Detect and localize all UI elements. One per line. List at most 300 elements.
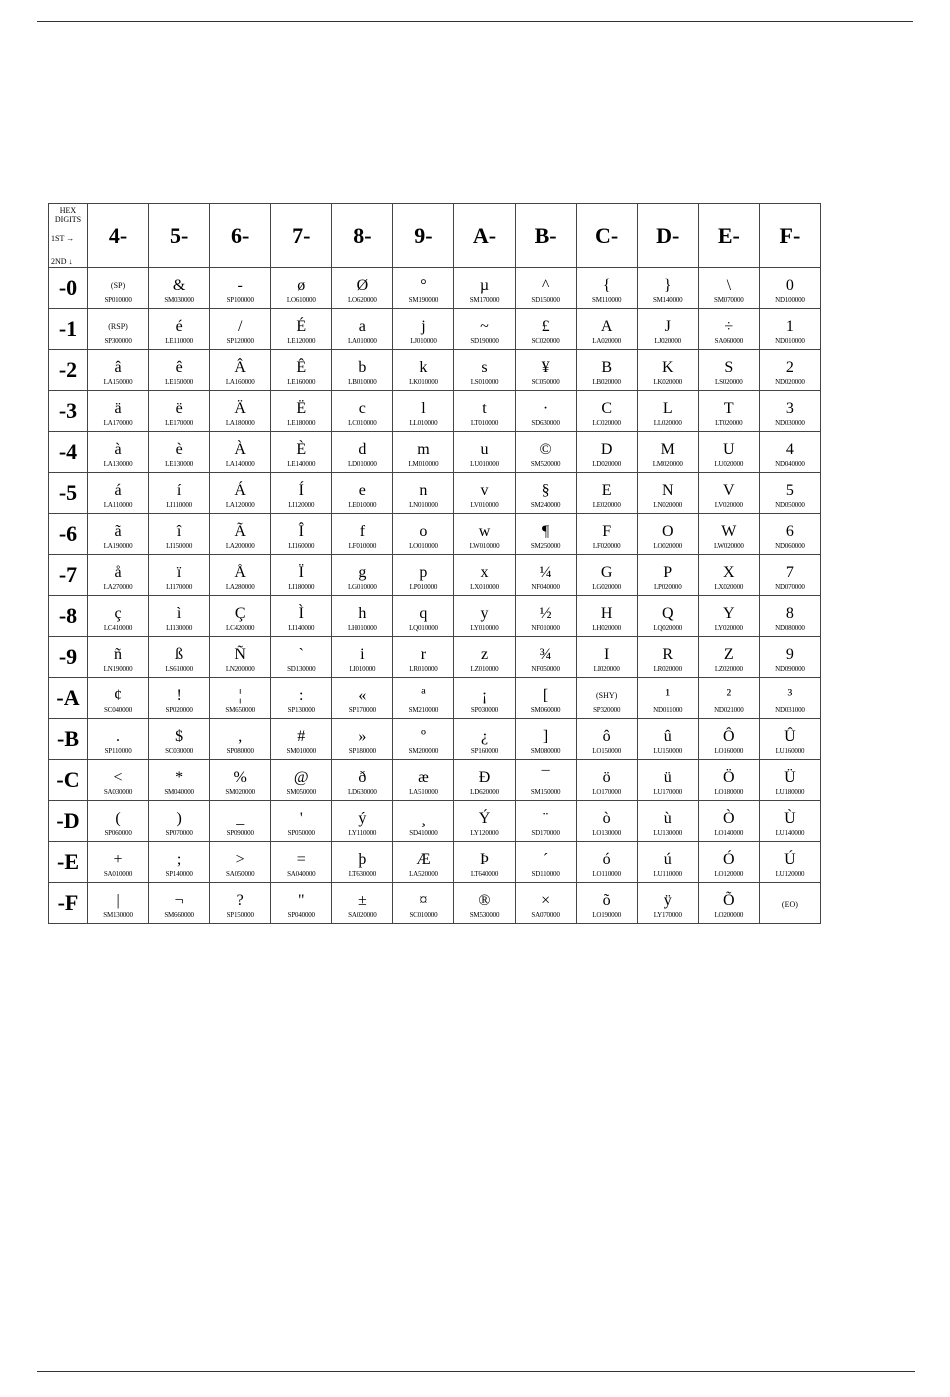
char-glyph: " bbox=[298, 891, 305, 909]
char-gcgid: LN200000 bbox=[225, 664, 255, 673]
char-glyph: Ì bbox=[298, 604, 304, 622]
char-cell bbox=[271, 309, 332, 350]
char-gcgid: SM070000 bbox=[714, 295, 744, 304]
char-glyph: ( bbox=[115, 809, 121, 827]
char-glyph: _ bbox=[236, 809, 245, 827]
char-cell bbox=[149, 555, 210, 596]
char-cell bbox=[88, 350, 149, 391]
char-cell bbox=[149, 842, 210, 883]
char-glyph: ½ bbox=[539, 604, 552, 622]
char-cell bbox=[149, 883, 210, 924]
char-glyph: (RSP) bbox=[108, 321, 128, 331]
char-gcgid: LW020000 bbox=[713, 541, 744, 550]
table-row bbox=[49, 637, 821, 678]
char-glyph: ¹ bbox=[665, 686, 671, 704]
char-cell bbox=[393, 801, 454, 842]
char-gcgid: LC020000 bbox=[592, 418, 621, 427]
char-glyph: © bbox=[539, 440, 552, 458]
char-glyph: ¬ bbox=[174, 891, 184, 909]
char-glyph: Ù bbox=[784, 809, 796, 827]
char-cell bbox=[332, 801, 393, 842]
char-gcgid: SP170000 bbox=[348, 705, 376, 714]
char-cell bbox=[88, 473, 149, 514]
char-glyph: R bbox=[662, 645, 674, 663]
char-gcgid: SA030000 bbox=[103, 787, 133, 796]
char-gcgid: LE160000 bbox=[287, 377, 316, 386]
char-cell bbox=[210, 842, 271, 883]
char-gcgid: LO130000 bbox=[592, 828, 622, 837]
row-header: -8 bbox=[49, 596, 88, 637]
char-glyph: 2 bbox=[785, 358, 794, 376]
char-gcgid: SP300000 bbox=[104, 336, 132, 345]
char-glyph: S bbox=[724, 358, 734, 376]
char-gcgid: SM660000 bbox=[164, 910, 194, 919]
char-gcgid: SM650000 bbox=[225, 705, 255, 714]
char-glyph: ç bbox=[114, 604, 122, 622]
char-cell bbox=[515, 391, 576, 432]
char-cell bbox=[332, 350, 393, 391]
char-cell bbox=[88, 883, 149, 924]
char-gcgid: SD170000 bbox=[531, 828, 560, 837]
char-glyph: j bbox=[421, 317, 426, 335]
char-cell bbox=[698, 514, 759, 555]
char-glyph: v bbox=[480, 481, 489, 499]
char-gcgid: SM200000 bbox=[408, 746, 439, 755]
char-glyph: Ä bbox=[234, 399, 246, 417]
char-gcgid: SM250000 bbox=[530, 541, 561, 550]
char-cell bbox=[698, 596, 759, 637]
char-cell bbox=[576, 596, 637, 637]
char-gcgid: LR020000 bbox=[653, 664, 682, 673]
char-gcgid: LY010000 bbox=[470, 623, 499, 632]
char-cell bbox=[393, 268, 454, 309]
char-glyph: ` bbox=[298, 645, 304, 663]
char-glyph: e bbox=[358, 481, 366, 499]
char-glyph: | bbox=[116, 891, 120, 909]
char-gcgid: SM080000 bbox=[530, 746, 561, 755]
char-gcgid: LO110000 bbox=[592, 869, 621, 878]
char-cell bbox=[698, 473, 759, 514]
char-gcgid: LC410000 bbox=[103, 623, 133, 632]
char-glyph: Ü bbox=[784, 768, 796, 786]
char-glyph: Ò bbox=[723, 809, 735, 827]
char-cell bbox=[271, 432, 332, 473]
char-gcgid: LY120000 bbox=[470, 828, 499, 837]
char-gcgid: ND021000 bbox=[714, 705, 744, 714]
char-glyph: L bbox=[662, 399, 673, 417]
char-gcgid: SM030000 bbox=[164, 295, 194, 304]
char-glyph: K bbox=[661, 358, 674, 376]
char-cell bbox=[576, 678, 637, 719]
char-glyph: ¯ bbox=[541, 768, 550, 786]
char-gcgid: SP180000 bbox=[348, 746, 376, 755]
char-glyph: @ bbox=[293, 768, 309, 786]
char-cell bbox=[515, 268, 576, 309]
char-cell bbox=[637, 268, 698, 309]
char-cell bbox=[637, 719, 698, 760]
char-gcgid: SM210000 bbox=[408, 705, 439, 714]
char-gcgid: ND090000 bbox=[775, 664, 805, 673]
char-cell bbox=[393, 596, 454, 637]
char-cell bbox=[332, 637, 393, 678]
char-glyph: T bbox=[723, 399, 734, 417]
char-glyph: \ bbox=[726, 276, 732, 294]
char-glyph: 7 bbox=[785, 563, 794, 581]
char-gcgid: SM020000 bbox=[225, 787, 255, 796]
char-glyph: Á bbox=[234, 481, 246, 499]
char-cell bbox=[698, 842, 759, 883]
char-cell bbox=[149, 391, 210, 432]
table-row bbox=[49, 555, 821, 596]
char-cell bbox=[210, 268, 271, 309]
char-glyph: » bbox=[358, 727, 367, 745]
table-row bbox=[49, 719, 821, 760]
char-cell bbox=[759, 883, 820, 924]
char-cell bbox=[698, 801, 759, 842]
char-cell bbox=[332, 268, 393, 309]
char-gcgid: LT630000 bbox=[348, 869, 376, 878]
char-glyph: s bbox=[481, 358, 488, 376]
char-glyph: 1 bbox=[785, 317, 794, 335]
char-cell bbox=[637, 596, 698, 637]
char-glyph: J bbox=[664, 317, 671, 335]
char-gcgid: LA170000 bbox=[103, 418, 133, 427]
table-row bbox=[49, 391, 821, 432]
row-header: -0 bbox=[49, 268, 88, 309]
table-row bbox=[49, 350, 821, 391]
row-header: -C bbox=[49, 760, 88, 801]
char-glyph: q bbox=[419, 604, 428, 622]
char-cell bbox=[88, 596, 149, 637]
char-glyph: (SHY) bbox=[595, 690, 618, 700]
char-gcgid: SD410000 bbox=[409, 828, 438, 837]
char-cell bbox=[88, 268, 149, 309]
char-gcgid: LO170000 bbox=[592, 787, 622, 796]
char-cell bbox=[332, 473, 393, 514]
char-cell bbox=[576, 719, 637, 760]
char-gcgid: LJ020000 bbox=[654, 336, 681, 345]
char-cell bbox=[576, 801, 637, 842]
char-cell bbox=[698, 309, 759, 350]
char-gcgid: ND040000 bbox=[775, 459, 805, 468]
char-gcgid: SM190000 bbox=[408, 295, 439, 304]
char-glyph: B bbox=[601, 358, 612, 376]
char-glyph: º bbox=[420, 727, 426, 745]
char-glyph: ü bbox=[663, 768, 672, 786]
char-glyph: ¥ bbox=[541, 358, 550, 376]
char-gcgid: LO020000 bbox=[653, 541, 683, 550]
row-header: -6 bbox=[49, 514, 88, 555]
char-cell bbox=[271, 760, 332, 801]
char-gcgid: SP110000 bbox=[104, 746, 132, 755]
column-header: 4- bbox=[88, 204, 149, 268]
char-glyph: þ bbox=[358, 850, 367, 868]
column-header: C- bbox=[576, 204, 637, 268]
char-gcgid: LM020000 bbox=[652, 459, 683, 468]
char-glyph: n bbox=[419, 481, 428, 499]
char-cell bbox=[393, 514, 454, 555]
char-cell bbox=[210, 719, 271, 760]
char-gcgid: LA020000 bbox=[592, 336, 622, 345]
char-gcgid: LE120000 bbox=[287, 336, 316, 345]
char-cell bbox=[271, 268, 332, 309]
char-glyph: ä bbox=[114, 399, 122, 417]
char-cell bbox=[88, 637, 149, 678]
char-gcgid: LW010000 bbox=[469, 541, 500, 550]
char-cell bbox=[576, 760, 637, 801]
char-cell bbox=[149, 514, 210, 555]
char-gcgid: LO190000 bbox=[592, 910, 622, 919]
char-cell bbox=[576, 309, 637, 350]
char-glyph: Ë bbox=[296, 399, 307, 417]
char-glyph: 4 bbox=[785, 440, 794, 458]
char-gcgid: SM520000 bbox=[530, 459, 561, 468]
char-cell bbox=[637, 842, 698, 883]
header-row bbox=[49, 204, 821, 268]
char-cell bbox=[759, 555, 820, 596]
char-cell bbox=[149, 596, 210, 637]
char-gcgid: SM170000 bbox=[469, 295, 500, 304]
char-gcgid: LO620000 bbox=[347, 295, 377, 304]
char-gcgid: LN010000 bbox=[409, 500, 438, 509]
char-gcgid: SC050000 bbox=[531, 377, 560, 386]
char-glyph: h bbox=[358, 604, 367, 622]
char-cell bbox=[393, 678, 454, 719]
char-glyph: c bbox=[358, 399, 366, 417]
char-gcgid: LD010000 bbox=[347, 459, 377, 468]
char-gcgid: ND030000 bbox=[775, 418, 805, 427]
char-gcgid: LN190000 bbox=[103, 664, 133, 673]
char-gcgid: LA130000 bbox=[103, 459, 133, 468]
char-glyph: A bbox=[600, 317, 613, 335]
table-row bbox=[49, 801, 821, 842]
char-glyph: [ bbox=[542, 686, 549, 704]
char-gcgid: LU130000 bbox=[653, 828, 683, 837]
char-glyph: m bbox=[417, 440, 430, 458]
char-gcgid: LY110000 bbox=[348, 828, 377, 837]
char-cell bbox=[759, 514, 820, 555]
char-glyph: â bbox=[114, 358, 122, 376]
char-cell bbox=[698, 760, 759, 801]
char-gcgid: LP020000 bbox=[653, 582, 682, 591]
char-cell bbox=[210, 309, 271, 350]
char-cell bbox=[393, 473, 454, 514]
char-glyph: H bbox=[600, 604, 613, 622]
char-cell bbox=[454, 719, 515, 760]
char-glyph: ] bbox=[542, 727, 549, 745]
char-gcgid: LO200000 bbox=[714, 910, 744, 919]
char-gcgid: ND050000 bbox=[775, 500, 805, 509]
char-cell bbox=[210, 678, 271, 719]
char-glyph: à bbox=[114, 440, 122, 458]
char-gcgid: LE020000 bbox=[592, 500, 621, 509]
char-glyph: ã bbox=[114, 522, 122, 540]
char-gcgid: SD150000 bbox=[531, 295, 560, 304]
char-glyph: ê bbox=[175, 358, 183, 376]
char-glyph: Ô bbox=[723, 727, 735, 745]
char-gcgid: LT020000 bbox=[715, 418, 743, 427]
char-gcgid: LE130000 bbox=[165, 459, 194, 468]
char-cell bbox=[637, 309, 698, 350]
first-digit-label: 1ST → bbox=[51, 234, 75, 243]
char-gcgid: LO150000 bbox=[592, 746, 622, 755]
char-gcgid: LZ010000 bbox=[470, 664, 499, 673]
char-cell bbox=[149, 309, 210, 350]
char-glyph: ï bbox=[176, 563, 182, 581]
char-cell bbox=[271, 350, 332, 391]
char-cell bbox=[637, 473, 698, 514]
char-glyph: Z bbox=[723, 645, 734, 663]
char-cell bbox=[759, 801, 820, 842]
char-cell bbox=[637, 391, 698, 432]
row-header: -9 bbox=[49, 637, 88, 678]
char-gcgid: SP050000 bbox=[287, 828, 315, 837]
char-glyph: ^ bbox=[541, 276, 550, 294]
char-cell bbox=[515, 596, 576, 637]
char-gcgid: SP060000 bbox=[104, 828, 132, 837]
char-cell bbox=[759, 432, 820, 473]
row-header: -B bbox=[49, 719, 88, 760]
char-gcgid: ND031000 bbox=[775, 705, 805, 714]
char-glyph: ÿ bbox=[663, 891, 672, 909]
char-glyph: ¼ bbox=[539, 563, 552, 581]
table-row bbox=[49, 596, 821, 637]
char-gcgid: LC010000 bbox=[348, 418, 377, 427]
char-gcgid: NF040000 bbox=[531, 582, 560, 591]
char-glyph: < bbox=[113, 768, 123, 786]
column-header: A- bbox=[454, 204, 515, 268]
char-cell bbox=[515, 555, 576, 596]
char-cell bbox=[210, 883, 271, 924]
char-cell bbox=[637, 760, 698, 801]
char-cell bbox=[759, 350, 820, 391]
char-glyph: Ê bbox=[296, 358, 307, 376]
char-glyph: 8 bbox=[785, 604, 794, 622]
char-gcgid: SM010000 bbox=[286, 746, 317, 755]
char-cell bbox=[454, 514, 515, 555]
char-gcgid: LA510000 bbox=[409, 787, 438, 796]
char-gcgid: LC420000 bbox=[226, 623, 255, 632]
char-glyph: ) bbox=[176, 809, 182, 827]
char-gcgid: SP080000 bbox=[226, 746, 254, 755]
table-row bbox=[49, 309, 821, 350]
char-cell bbox=[637, 801, 698, 842]
char-gcgid: LI150000 bbox=[166, 541, 193, 550]
char-cell bbox=[332, 555, 393, 596]
char-cell bbox=[271, 801, 332, 842]
char-cell bbox=[393, 555, 454, 596]
char-gcgid: LT640000 bbox=[470, 869, 499, 878]
char-glyph: Ç bbox=[234, 604, 246, 622]
char-cell bbox=[332, 596, 393, 637]
char-glyph: Þ bbox=[480, 850, 489, 868]
char-gcgid: SA060000 bbox=[714, 336, 743, 345]
char-cell bbox=[637, 678, 698, 719]
char-cell bbox=[210, 760, 271, 801]
top-rule bbox=[37, 21, 913, 22]
char-cell bbox=[454, 801, 515, 842]
char-glyph: Ñ bbox=[234, 645, 246, 663]
char-gcgid: SP160000 bbox=[470, 746, 499, 755]
char-gcgid: LO140000 bbox=[714, 828, 744, 837]
char-glyph: Y bbox=[723, 604, 735, 622]
char-cell bbox=[210, 473, 271, 514]
char-gcgid: SM040000 bbox=[164, 787, 194, 796]
char-gcgid: LO610000 bbox=[286, 295, 316, 304]
char-cell bbox=[576, 514, 637, 555]
char-glyph: £ bbox=[541, 317, 550, 335]
char-gcgid: LO180000 bbox=[714, 787, 744, 796]
char-gcgid: LN020000 bbox=[653, 500, 683, 509]
char-glyph: Å bbox=[234, 563, 246, 581]
char-glyph: µ bbox=[479, 276, 490, 294]
char-gcgid: SP100000 bbox=[226, 295, 254, 304]
char-cell bbox=[576, 391, 637, 432]
char-glyph: À bbox=[234, 440, 246, 458]
char-cell bbox=[515, 473, 576, 514]
char-gcgid: ND060000 bbox=[775, 541, 805, 550]
char-cell bbox=[149, 719, 210, 760]
char-gcgid: LE170000 bbox=[165, 418, 194, 427]
char-glyph: ± bbox=[357, 891, 367, 909]
char-cell bbox=[88, 514, 149, 555]
char-glyph: } bbox=[663, 276, 672, 294]
char-glyph: ! bbox=[176, 686, 182, 704]
char-cell bbox=[210, 801, 271, 842]
char-gcgid: LR010000 bbox=[409, 664, 438, 673]
char-glyph: + bbox=[113, 850, 123, 868]
char-gcgid: LQ020000 bbox=[653, 623, 683, 632]
char-glyph: Æ bbox=[416, 850, 431, 868]
char-glyph: á bbox=[114, 481, 122, 499]
row-header: -1 bbox=[49, 309, 88, 350]
char-cell bbox=[759, 637, 820, 678]
char-gcgid: SP140000 bbox=[165, 869, 193, 878]
char-glyph: ¨ bbox=[542, 809, 549, 827]
char-glyph: ¿ bbox=[480, 727, 489, 745]
char-glyph: ~ bbox=[480, 317, 489, 335]
char-gcgid: LA150000 bbox=[103, 377, 133, 386]
char-gcgid: SP320000 bbox=[593, 705, 621, 714]
char-glyph: Í bbox=[298, 481, 304, 499]
char-cell bbox=[149, 268, 210, 309]
char-glyph: (EO) bbox=[781, 899, 798, 909]
char-gcgid: LJ010000 bbox=[410, 336, 437, 345]
char-glyph: C bbox=[601, 399, 612, 417]
char-cell bbox=[332, 719, 393, 760]
char-glyph: è bbox=[175, 440, 183, 458]
char-gcgid: LA280000 bbox=[225, 582, 255, 591]
char-gcgid: LA160000 bbox=[225, 377, 255, 386]
column-header: 5- bbox=[149, 204, 210, 268]
char-glyph: ? bbox=[236, 891, 244, 909]
char-gcgid: ND100000 bbox=[775, 295, 805, 304]
char-gcgid: LY170000 bbox=[653, 910, 682, 919]
char-cell bbox=[210, 596, 271, 637]
char-gcgid: SP070000 bbox=[165, 828, 193, 837]
column-header: 7- bbox=[271, 204, 332, 268]
char-gcgid: NF010000 bbox=[531, 623, 560, 632]
char-glyph: N bbox=[661, 481, 674, 499]
char-cell bbox=[210, 637, 271, 678]
char-cell bbox=[393, 432, 454, 473]
char-cell bbox=[332, 514, 393, 555]
char-gcgid: LO160000 bbox=[714, 746, 744, 755]
char-glyph: g bbox=[358, 563, 367, 581]
char-glyph: ¶ bbox=[541, 522, 550, 540]
char-glyph: í bbox=[176, 481, 182, 499]
char-gcgid: LO010000 bbox=[409, 541, 438, 550]
